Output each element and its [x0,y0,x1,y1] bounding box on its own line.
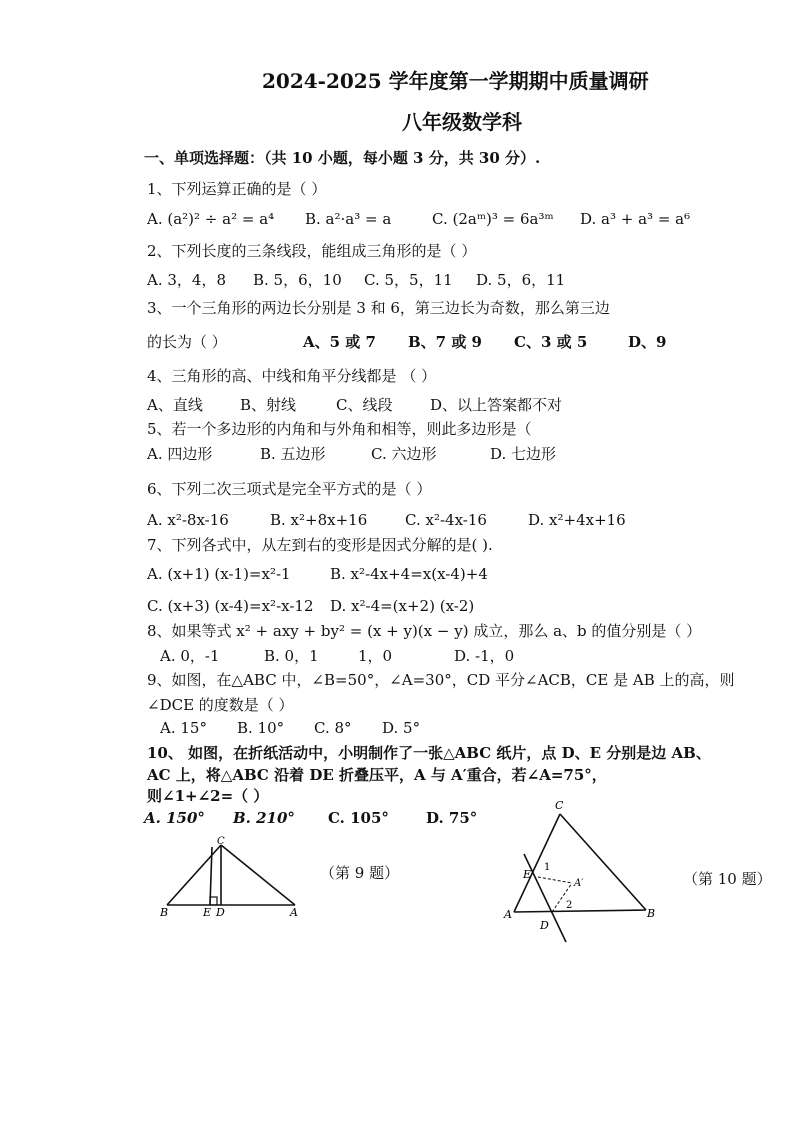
q9-stem: 9、如图，在△ABC 中，∠B=50°，∠A=30°，CD 平分∠ACB，CE 是 AB 上的高，则 [147,671,735,689]
q1-option-d: D. a³ + a³ = a⁶ [580,210,691,228]
fig10-label-b: B [647,907,656,920]
fig10-label-d: D [540,919,549,932]
q10-stem-line2: AC 上，将△ABC 沿着 DE 折叠压平，A 与 A′重合，若∠A=75°， [147,766,607,784]
fig9-label-e: E [203,906,212,919]
q9-option-c: C. 8° [314,719,352,737]
q6-stem: 6、下列二次三项式是完全平方式的是（ ） [147,480,432,498]
q8-stem: 8、如果等式 x² + axy + by² = (x + y)(x − y) 成立，那么 a、b 的值分别是（ ） [147,622,702,640]
q9-option-a: A. 15° [160,719,207,737]
q5-option-b: B. 五边形 [260,445,326,463]
exam-title: 2024-2025 学年度第一学期期中质量调研 [262,69,649,93]
q7-option-a: A. (x+1) (x-1)=x²-1 [147,565,291,583]
fig9-label-a: A [290,906,298,919]
fig10-side-ab [514,910,646,912]
fig9-label-b: B [160,906,169,919]
q10-stem: 10、 如图，在折纸活动中，小明制作了一张△ABC 纸片，点 D、E 分别是边 AB、 [147,744,711,762]
q2-stem: 2、下列长度的三条线段，能组成三角形的是（ ） [147,242,477,260]
q9-option-b: B. 10° [237,719,285,737]
fig9-label-d: D [216,906,225,919]
fig9-label-c: C [217,836,225,847]
q10-option-d: D. 75° [426,809,478,827]
fig10-label-c: C [555,800,564,812]
q9-option-d: D. 5° [382,719,421,737]
figure-q10 [500,800,670,945]
exam-subtitle: 八年级数学科 [402,110,522,134]
q7-stem: 7、下列各式中，从左到右的变形是因式分解的是( ). [147,536,493,554]
q3-option-c: C、3 或 5 [514,333,588,351]
q8-option-d: D. -1，0 [454,647,515,665]
fig10-label-a-prime: A′ [574,878,584,889]
fig10-label-e: E [523,868,532,881]
q8-option-a: A. 0，-1 [160,647,220,665]
q8-option-b: B. 0，1 [264,647,319,665]
q4-stem: 4、三角形的高、中线和角平分线都是 （ ） [147,367,437,385]
q6-option-b: B. x²+8x+16 [270,511,368,529]
q10-stem-line3: 则∠1+∠2=（ ） [147,787,269,805]
q1-option-a: A. (a²)² ÷ a² = a⁴ [147,210,275,228]
q1-option-b: B. a²·a³ = a [305,210,392,228]
figure-q9 [155,835,315,920]
q4-option-b: B、射线 [240,396,297,414]
fig9-side-ca [221,845,295,905]
q2-option-c: C. 5，5，11 [364,271,453,289]
q6-option-d: D. x²+4x+16 [528,511,626,529]
q10-option-c: C. 105° [328,809,389,827]
q1-stem: 1、下列运算正确的是（ ） [147,180,327,198]
q3-option-b: B、7 或 9 [408,333,482,351]
fig10-label-a: A [504,908,512,921]
q4-option-c: C、线段 [336,396,393,414]
fig10-side-ac [514,814,560,912]
q3-stem: 3、一个三角形的两边长分别是 3 和 6，第三边长为奇数，那么第三边 [147,299,610,317]
q1-option-c: C. (2aᵐ)³ = 6a³ᵐ [432,210,554,228]
q3-stem-line2: 的长为（ ） [147,333,227,351]
q5-option-a: A. 四边形 [147,445,213,463]
fig10-caption: （第 10 题） [683,870,772,888]
q5-option-d: D. 七边形 [490,445,557,463]
fig10-angle-1: 1 [544,862,551,873]
q5-stem: 5、若一个多边形的内角和与外角和相等，则此多边形是（ [147,420,532,438]
q4-option-d: D、以上答案都不对 [430,396,563,414]
q3-option-d: D、9 [628,333,667,351]
fig9-right-angle-mark [210,897,217,905]
q2-option-d: D. 5，6，11 [476,271,566,289]
fig10-side-cb [560,814,646,910]
q9-stem-line2: ∠DCE 的度数是（ ） [147,696,294,714]
fig9-side-bc [167,845,221,905]
section-heading: 一、单项选择题：（共 10 小题，每小题 3 分，共 30 分）. [144,149,541,167]
q7-option-b: B. x²-4x+4=x(x-4)+4 [330,565,488,583]
q8-option-c: 1，0 [358,647,393,665]
q6-option-a: A. x²-8x-16 [147,511,229,529]
q7-option-c: C. (x+3) (x-4)=x²-x-12 [147,597,314,615]
q10-option-b: B. 210° [233,809,295,827]
q2-option-b: B. 5，6，10 [253,271,342,289]
q6-option-c: C. x²-4x-16 [405,511,487,529]
fig10-angle-2: 2 [566,900,573,911]
fig10-fold-ea [538,877,572,883]
q2-option-a: A. 3，4，8 [147,271,226,289]
fig9-caption: （第 9 题） [320,864,400,882]
q4-option-a: A、直线 [147,396,203,414]
q7-option-d: D. x²-4=(x+2) (x-2) [330,597,475,615]
q5-option-c: C. 六边形 [371,445,437,463]
q10-option-a: A. 150° [144,809,205,827]
q3-option-a: A、5 或 7 [303,333,376,351]
